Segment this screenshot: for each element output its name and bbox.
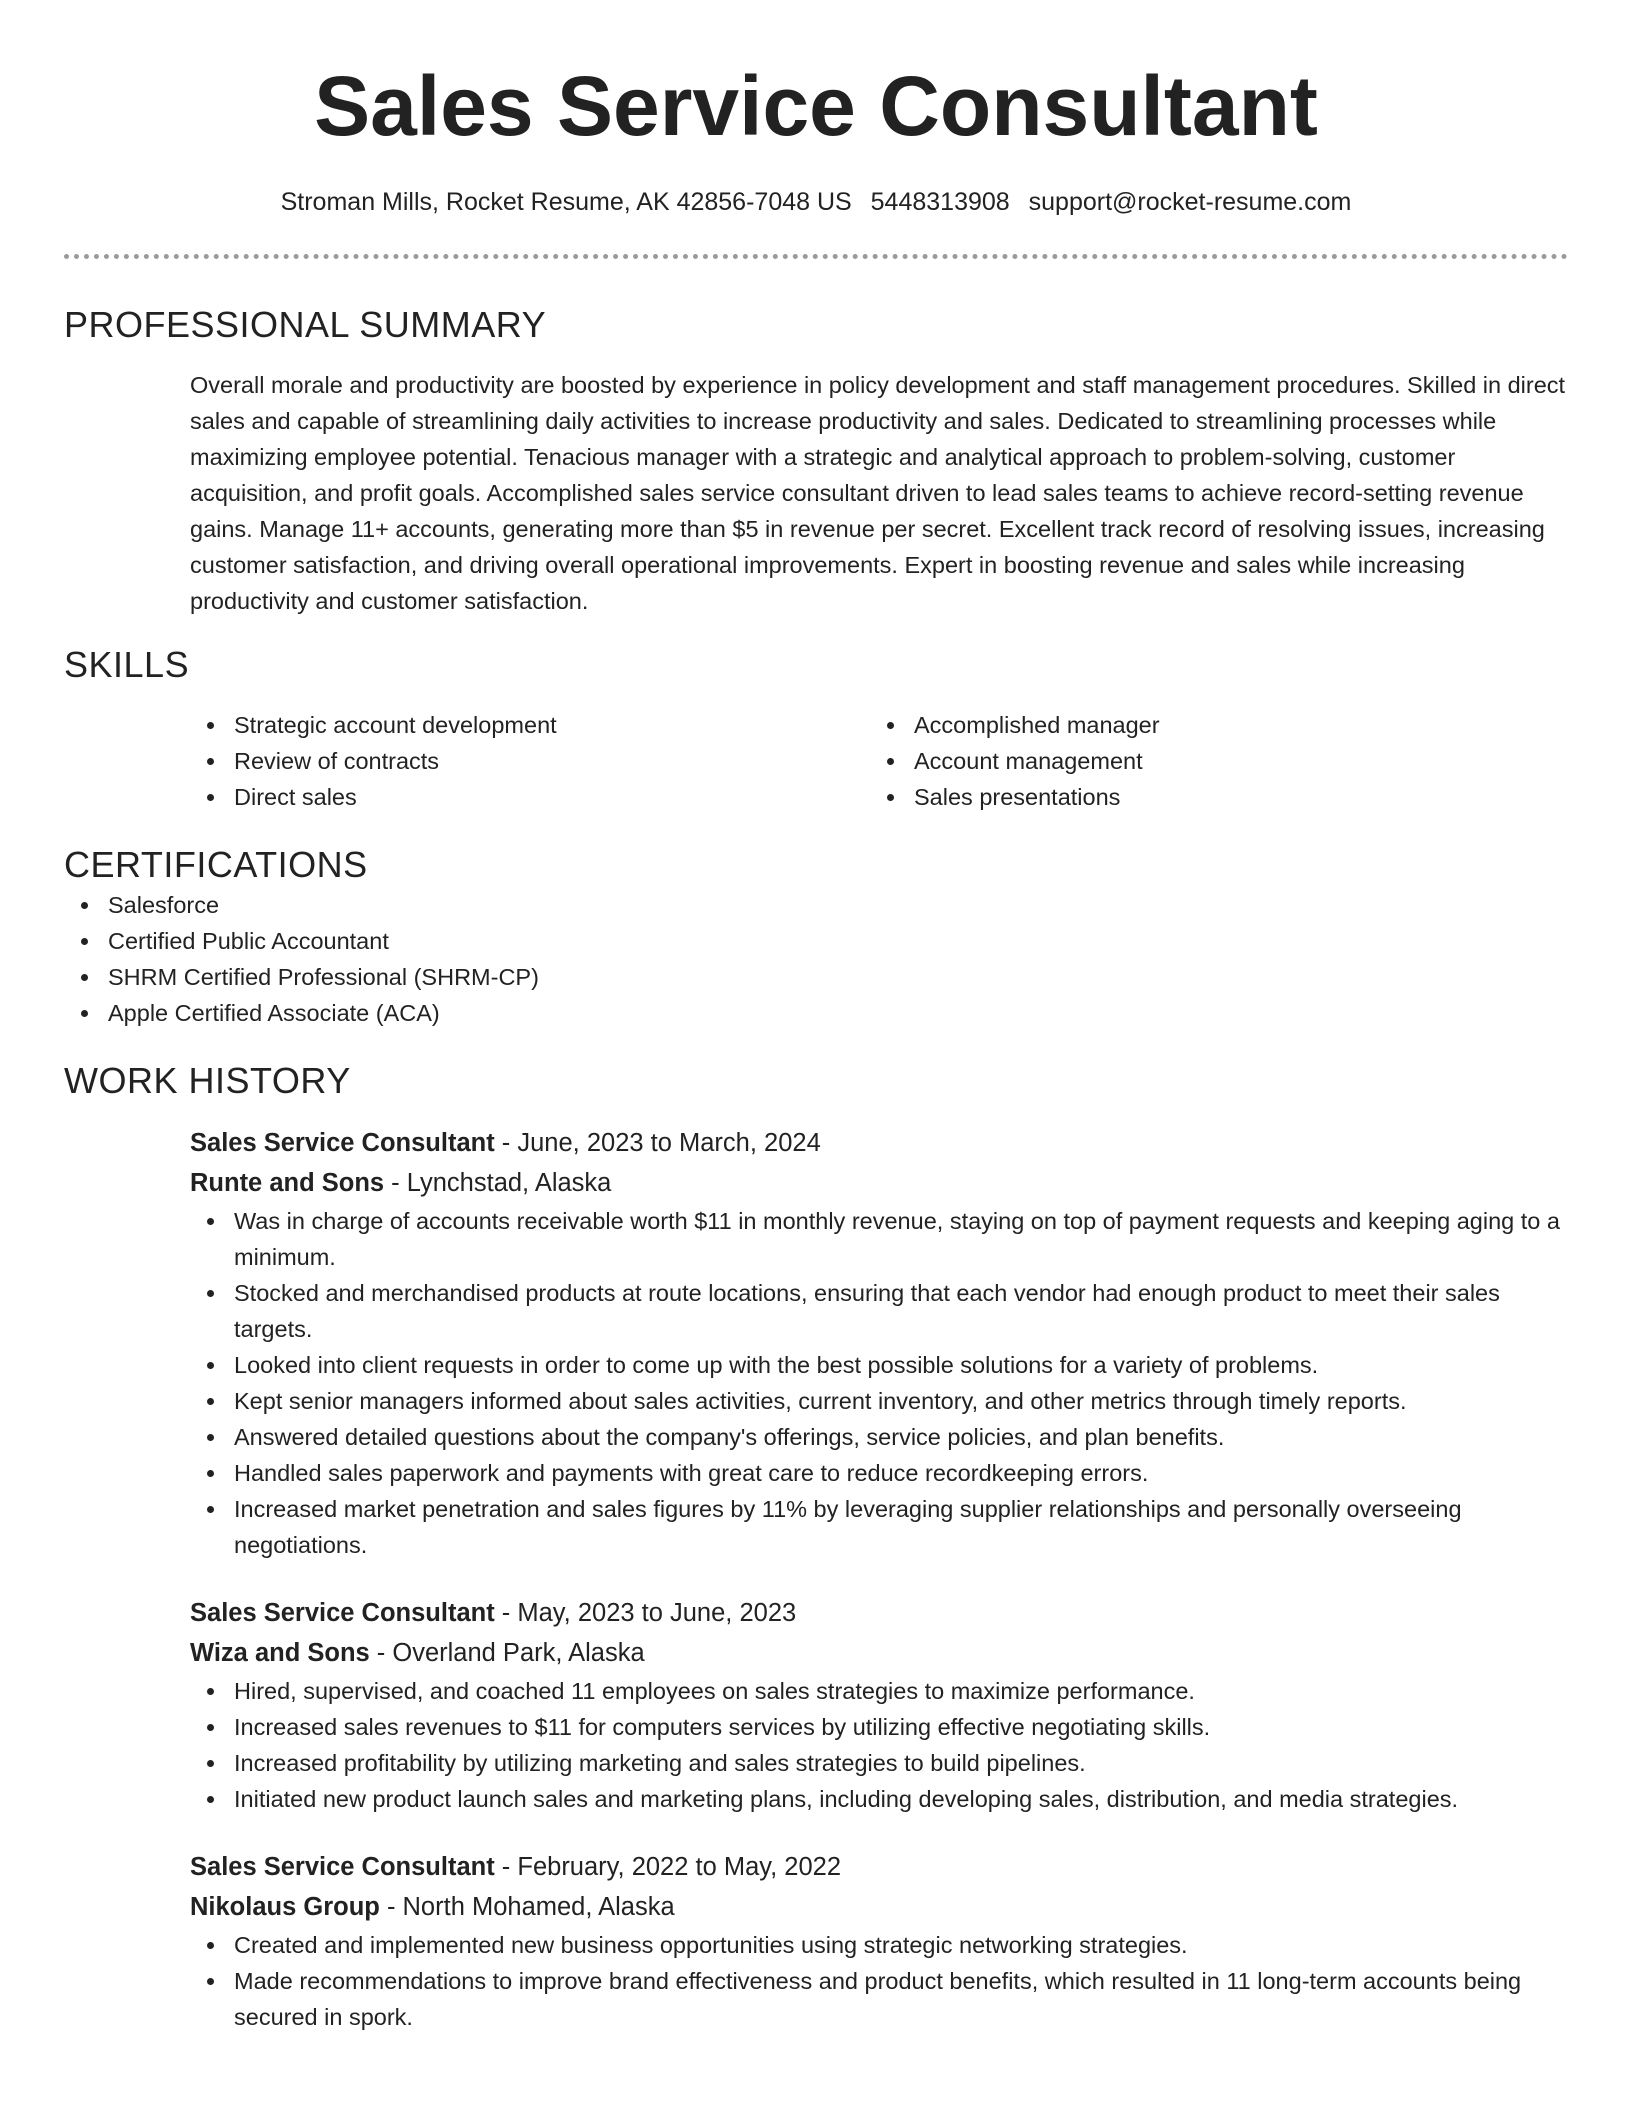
job-location: - Lynchstad, Alaska [384, 1169, 612, 1197]
job-entry [190, 1123, 1568, 1563]
summary-section [64, 303, 1568, 619]
job-title-line [190, 1593, 1568, 1633]
job-title-line [190, 1847, 1568, 1887]
skill-item: Strategic account development [190, 707, 870, 743]
job-location: - Overland Park, Alaska [369, 1639, 645, 1667]
contact-line [64, 186, 1568, 218]
job-bullet: Hired, supervised, and coached 11 employees on sales strategies to maximize performance. [190, 1673, 1568, 1709]
summary-heading: PROFESSIONAL SUMMARY [64, 304, 547, 345]
certifications-section [64, 843, 1568, 1031]
job-bullet: Was in charge of accounts receivable worth $11 in monthly revenue, staying on top of payment requests and keeping aging to a minimum. [190, 1203, 1568, 1275]
job-company: Nikolaus Group [190, 1893, 380, 1921]
skill-item: Accomplished manager [870, 707, 1550, 743]
job-bullet: Increased sales revenues to $11 for computers services by utilizing effective negotiating skills. [190, 1709, 1568, 1745]
job-bullet: Looked into client requests in order to come up with the best possible solutions for a variety of problems. [190, 1347, 1568, 1383]
certifications-heading: CERTIFICATIONS [64, 844, 368, 885]
resume-name-heading: Sales Service Consultant [314, 59, 1318, 153]
job-dates: - June, 2023 to March, 2024 [494, 1129, 821, 1157]
summary-text: Overall morale and productivity are boosted by experience in policy development and staff management procedures. Skilled in direct sales and capable of streamlining daily activities to increase productivity and sales. Dedicated to streamlining processes while maximizing employee potential. Tenacious manager with a strategic and analytical approach to problem-solving, customer acquisition, and profit goals. Accomplished sales service consultant driven to lead sales teams to achieve record-setting revenue gains. Manage 11+ accounts, generating more than $5 in revenue per secret. Excellent track record of resolving issues, increasing customer satisfaction, and driving overall operational improvements. Expert in boosting revenue and sales while increasing productivity and customer satisfaction. [190, 372, 1566, 614]
job-role: Sales Service Consultant [190, 1853, 495, 1881]
job-role: Sales Service Consultant [190, 1129, 495, 1157]
job-role: Sales Service Consultant [190, 1599, 495, 1627]
job-bullet: Increased profitability by utilizing marketing and sales strategies to build pipelines. [190, 1745, 1568, 1781]
certification-item: Salesforce [64, 887, 1568, 923]
certification-item: Certified Public Accountant [64, 923, 1568, 959]
skills-section [64, 643, 1568, 815]
skills-heading: SKILLS [64, 644, 190, 685]
job-bullet-list [190, 1927, 1568, 2035]
certification-item: SHRM Certified Professional (SHRM-CP) [64, 959, 1568, 995]
skill-item: Account management [870, 743, 1550, 779]
job-dates: - February, 2022 to May, 2022 [494, 1853, 842, 1881]
job-bullet: Created and implemented new business opportunities using strategic networking strategies. [190, 1927, 1568, 1963]
skill-item: Sales presentations [870, 779, 1550, 815]
contact-email[interactable]: support@rocket-resume.com [1028, 188, 1352, 216]
job-company-line [190, 1633, 1568, 1673]
skills-right-column [870, 707, 1550, 815]
contact-address: Stroman Mills, Rocket Resume, AK 42856-7048 US [280, 188, 852, 216]
job-bullet: Increased market penetration and sales figures by 11% by leveraging supplier relationships and personally overseeing negotiations. [190, 1491, 1568, 1563]
job-bullet: Stocked and merchandised products at route locations, ensuring that each vendor had enough product to meet their sales targets. [190, 1275, 1568, 1347]
job-bullet-list [190, 1673, 1568, 1817]
certification-item: Apple Certified Associate (ACA) [64, 995, 1568, 1031]
work-history-heading: WORK HISTORY [64, 1060, 351, 1101]
job-entry [190, 1847, 1568, 2035]
job-bullet: Made recommendations to improve brand effectiveness and product benefits, which resulted in 11 long-term accounts being secured in spork. [190, 1963, 1568, 2035]
job-bullet: Initiated new product launch sales and marketing plans, including developing sales, distribution, and media strategies. [190, 1781, 1568, 1817]
job-bullet-list [190, 1203, 1568, 1563]
contact-phone: 5448313908 [870, 188, 1010, 216]
work-history-section [64, 1059, 1568, 2035]
job-entry [190, 1593, 1568, 1817]
job-bullet: Kept senior managers informed about sales activities, current inventory, and other metrics through timely reports. [190, 1383, 1568, 1419]
certifications-list [64, 887, 1568, 1031]
job-company: Wiza and Sons [190, 1639, 370, 1667]
job-location: - North Mohamed, Alaska [379, 1893, 675, 1921]
job-bullet: Handled sales paperwork and payments with great care to reduce recordkeeping errors. [190, 1455, 1568, 1491]
skill-item: Direct sales [190, 779, 870, 815]
skill-item: Review of contracts [190, 743, 870, 779]
skills-grid [190, 707, 1568, 815]
job-dates: - May, 2023 to June, 2023 [494, 1599, 797, 1627]
job-company: Runte and Sons [190, 1169, 385, 1197]
job-company-line [190, 1163, 1568, 1203]
skills-left-column [190, 707, 870, 815]
job-bullet: Answered detailed questions about the company's offerings, service policies, and plan benefits. [190, 1419, 1568, 1455]
job-company-line [190, 1887, 1568, 1927]
job-title-line [190, 1123, 1568, 1163]
header-divider [64, 254, 1568, 259]
